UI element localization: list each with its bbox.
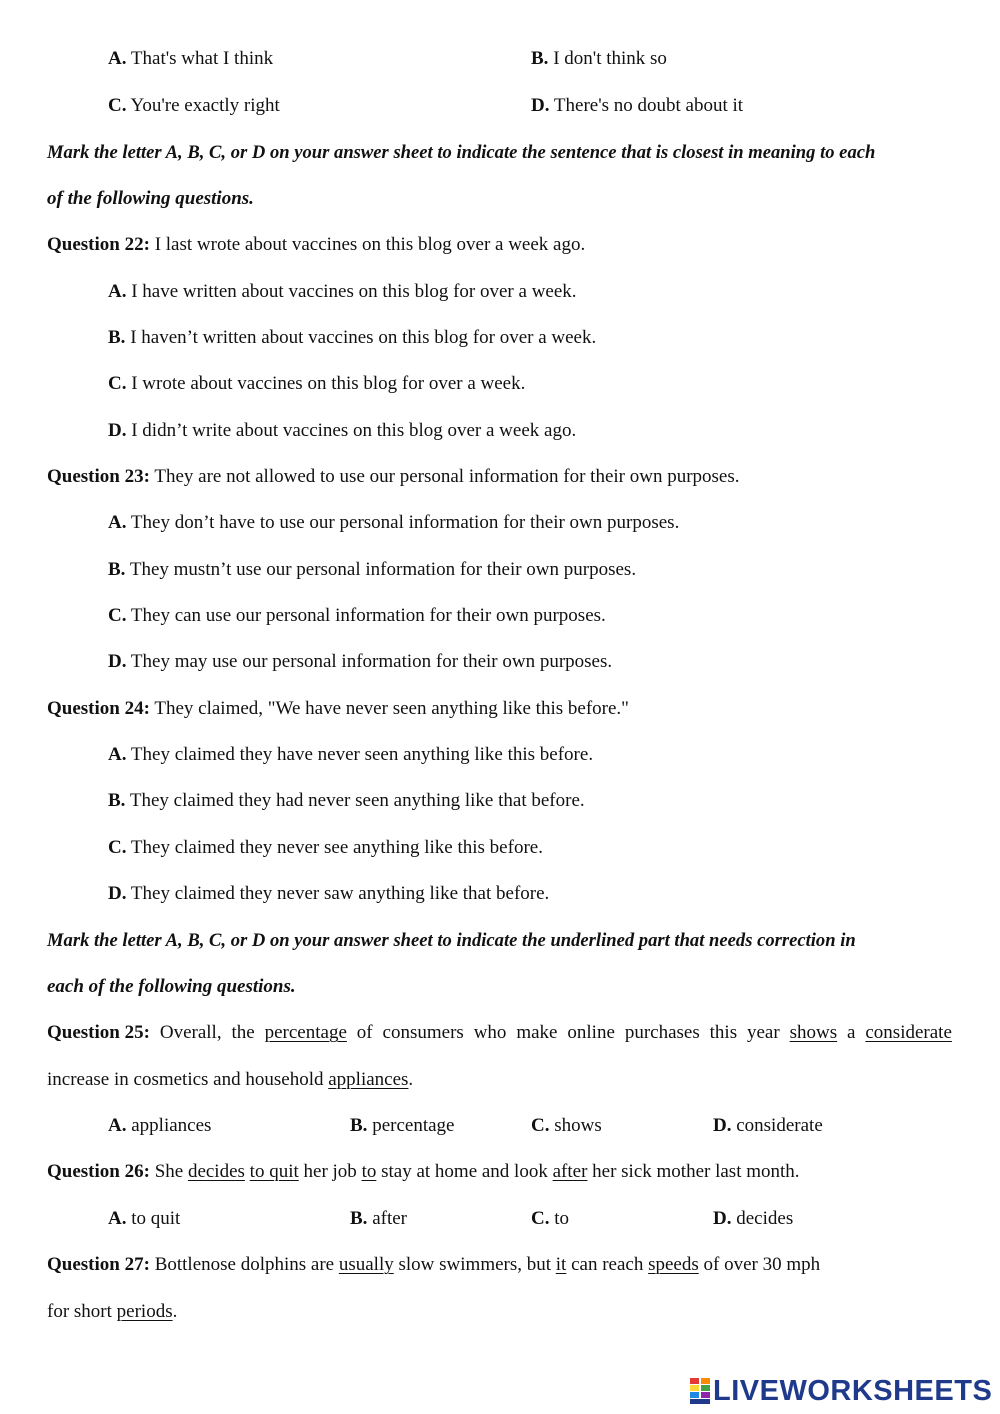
q21-option-c: C. You're exactly right — [108, 95, 280, 116]
q25-underlined-appliances: appliances — [328, 1069, 409, 1090]
q25-word: who — [473, 1022, 507, 1043]
q24-option-a: A. They claimed they have never seen anything like this before. — [108, 744, 594, 765]
liveworksheets-logo-text: LIVEWORKSHEETS — [713, 1374, 993, 1407]
instruction-error-identification-line1: Mark the letter A, B, C, or D on your answer sheet to indicate the underlined part that needs correction in — [47, 930, 856, 951]
q26-option-b: B. after — [350, 1208, 407, 1229]
q24-option-d: D. They claimed they never saw anything like that before. — [108, 883, 550, 904]
q26-underlined-to: to — [361, 1161, 377, 1182]
q23-option-c: C. They can use our personal information for their own purposes. — [108, 605, 606, 626]
q22-option-d: D. I didn’t write about vaccines on this blog over a week ago. — [108, 420, 577, 441]
q22-option-a: A. I have written about vaccines on this blog for over a week. — [108, 281, 577, 302]
liveworksheets-logo — [690, 1376, 992, 1406]
q25-word: this — [709, 1022, 738, 1043]
q26-option-c: C. to — [531, 1208, 570, 1229]
q26-option-d: D. decides — [713, 1208, 794, 1229]
q25-word: year — [747, 1022, 780, 1043]
q23-option-b: B. They mustn’t use our personal information for their own purposes. — [108, 559, 637, 580]
question-27-line2: for short periods. — [47, 1301, 178, 1322]
q25-word: the — [231, 1022, 255, 1043]
question-25-line1 — [47, 1021, 952, 1045]
q24-option-c: C. They claimed they never see anything like this before. — [108, 837, 543, 858]
q23-option-a: A. They don’t have to use our personal information for their own purposes. — [108, 512, 680, 533]
question-27-line1: Question 27: Bottlenose dolphins are usually slow swimmers, but it can reach speeds of over 30 mph — [47, 1254, 821, 1275]
q25-word: online — [567, 1022, 615, 1043]
q26-option-a: A. to quit — [108, 1208, 181, 1229]
q23-option-d: D. They may use our personal information for their own purposes. — [108, 651, 613, 672]
q21-option-d: D. There's no doubt about it — [531, 95, 744, 116]
question-22: Question 22: I last wrote about vaccines on this blog over a week ago. — [47, 234, 586, 255]
q26-underlined-to-quit: to quit — [249, 1161, 299, 1182]
q25-word: consumers — [382, 1022, 464, 1043]
q25-word: Overall, — [159, 1022, 222, 1043]
q25-option-d: D. considerate — [713, 1115, 823, 1136]
q26-underlined-decides: decides — [187, 1161, 245, 1182]
q25-underlined-percentage: percentage — [264, 1022, 347, 1043]
q25-underlined-shows: shows — [789, 1022, 838, 1043]
q26-underlined-after: after — [552, 1161, 588, 1182]
q27-underlined-periods: periods — [116, 1301, 173, 1322]
instruction-error-identification-line2: each of the following questions. — [47, 976, 296, 997]
q25-word: of — [356, 1022, 373, 1043]
q25-underlined-considerate: considerate — [865, 1022, 952, 1043]
question-25-line2: increase in cosmetics and household appliances. — [47, 1069, 414, 1090]
q21-option-a: A. That's what I think — [108, 48, 274, 69]
question-26: Question 26: She decides to quit her job to stay at home and look after her sick mother last month. — [47, 1161, 800, 1182]
q27-underlined-it: it — [555, 1254, 567, 1275]
q22-option-b: B. I haven’t written about vaccines on this blog for over a week. — [108, 327, 597, 348]
q25-option-a: A. appliances — [108, 1115, 212, 1136]
q25-option-b: B. percentage — [350, 1115, 455, 1136]
q25-word: make — [516, 1022, 558, 1043]
question-23: Question 23: They are not allowed to use our personal information for their own purposes. — [47, 466, 740, 487]
q25-word: purchases — [624, 1022, 700, 1043]
liveworksheets-logo-icon — [690, 1378, 710, 1404]
q27-underlined-usually: usually — [338, 1254, 394, 1275]
q21-option-b: B. I don't think so — [531, 48, 667, 69]
question-25-label: Question 25: — [47, 1022, 150, 1043]
q25-option-c: C. shows — [531, 1115, 602, 1136]
q25-word: a — [847, 1022, 856, 1043]
instruction-closest-meaning-line2: of the following questions. — [47, 188, 254, 209]
instruction-closest-meaning-line1: Mark the letter A, B, C, or D on your answer sheet to indicate the sentence that is closest in meaning to each — [47, 142, 876, 163]
q27-underlined-speeds: speeds — [648, 1254, 699, 1275]
q22-option-c: C. I wrote about vaccines on this blog for over a week. — [108, 373, 526, 394]
question-24: Question 24: They claimed, "We have never seen anything like this before." — [47, 698, 629, 719]
q24-option-b: B. They claimed they had never seen anything like that before. — [108, 790, 585, 811]
